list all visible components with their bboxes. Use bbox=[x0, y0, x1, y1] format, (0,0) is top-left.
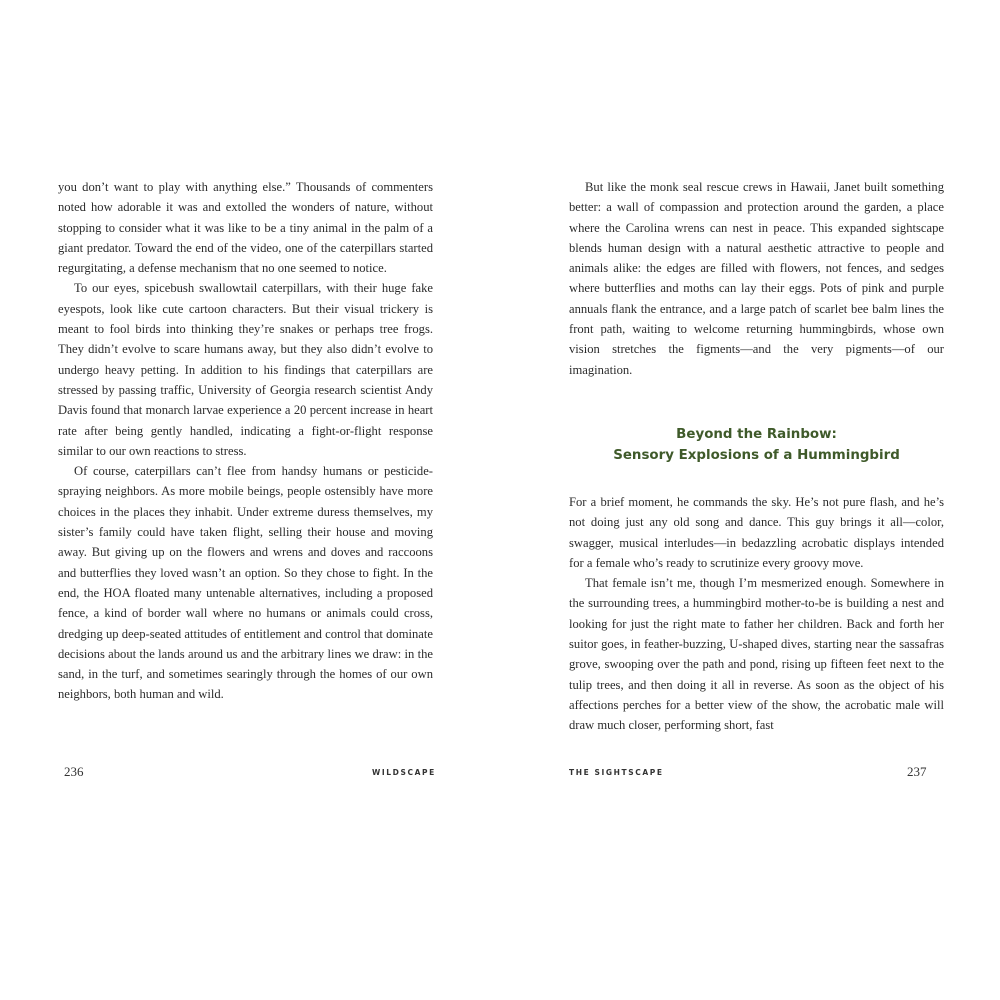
section-heading bbox=[569, 424, 944, 466]
paragraph: Of course, caterpillars can’t flee from handsy humans or pesticide-spraying neighbors. As more mobile beings, people ostensibly have more choices in the places they inhabit. Under extreme duress themselves, my sister’s family could have taken flight, selling their house and moving away. But giving up on the flowers and wrens and doves and raccoons and butterflies they loved wasn’t an option. So they chose to fight. In the end, the HOA floated many untenable alternatives, including a proposed fence, a kind of border wall where no humans or animals could cross, dredging up deep-seated attitudes of entitlement and control that dominate decisions about the lands around us and the arbitrary lines we draw: in the sand, in the turf, and sometimes searingly through the homes of our own neighbors, both human and wild. bbox=[58, 464, 433, 702]
paragraph: To our eyes, spicebush swallowtail caterpillars, with their huge fake eyespots, look like cute cartoon characters. But their visual trickery is meant to fool birds into thinking they’re snakes or perhaps tree frogs. They didn’t evolve to scare humans away, but they also didn’t evolve to undergo heavy petting. In addition to his findings that caterpillars are stressed by passing traffic, University of Georgia research scientist Andy Davis found that monarch larvae experience a 20 percent increase in heart rate after being gently handled, indicating a fight-or-flight response similar to our own reactions to stress. bbox=[58, 281, 433, 458]
left-page-body bbox=[58, 177, 433, 705]
paragraph: For a brief moment, he commands the sky. He’s not pure flash, and he’s not doing just any old song and dance. This guy brings it all—color, swagger, musical interludes—in bedazzling acrobatic displays intended for a female who’s ready to scrutinize every groovy move. bbox=[569, 494, 944, 570]
section-heading-line-1: Beyond the Rainbow: bbox=[676, 426, 837, 442]
running-head: WILDSCAPE bbox=[372, 768, 436, 777]
paragraph: That female isn’t me, though I’m mesmerized enough. Somewhere in the surrounding trees, a hummingbird mother-to-be is building a nest and looking for just the right mate to father her children. Back and forth her suitor goes, in feather-buzzing, U-shaped dives, starting near the sassafras grove, swooping over the path and pond, rising up fifteen feet next to the tulip trees, and then doing it all in reverse. As soon as the object of his affections perches for a better view of the show, the acrobatic male will draw much closer, performing short, fast bbox=[569, 576, 944, 733]
paragraph: you don’t want to play with anything else.” Thousands of commenters noted how adorable it was and extolled the wonders of nature, without stopping to consider what it was like to be a tiny animal in the palm of a giant predator. Toward the end of the video, one of the caterpillars started regurgitating, a defense mechanism that no one seemed to notice. bbox=[58, 180, 433, 276]
running-head: THE SIGHTSCAPE bbox=[569, 768, 664, 777]
right-page bbox=[500, 0, 1000, 1000]
section-heading-line-2: Sensory Explosions of a Hummingbird bbox=[613, 447, 900, 463]
page-number: 237 bbox=[907, 764, 927, 779]
right-page-body bbox=[569, 177, 944, 736]
paragraph: But like the monk seal rescue crews in Hawaii, Janet built something better: a wall of compassion and protection around the garden, a place where the Carolina wrens can nest in peace. This expanded sightscape blends human design with a natural aesthetic attractive to people and animals alike: the edges are filled with flowers, not fences, and sedges where butterflies and moths can lay their eggs. Pots of pink and purple annuals flank the entrance, and a large patch of scarlet bee balm lines the front path, waiting to welcome returning hummingbirds, whose own vision stretches the figments—and the very pigments—of our imagination. bbox=[569, 180, 944, 377]
page-number: 236 bbox=[64, 764, 84, 779]
